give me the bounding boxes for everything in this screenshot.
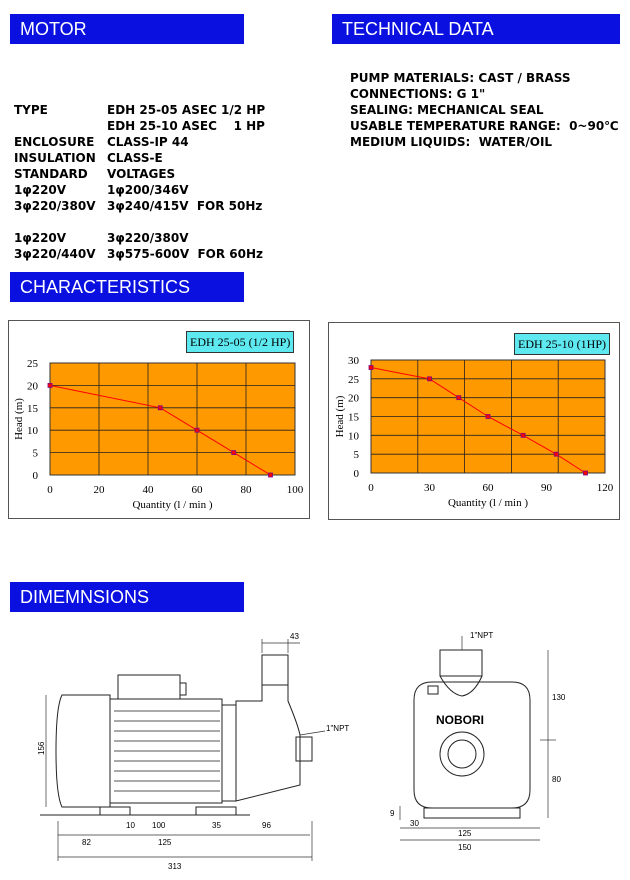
motor-spec-value: 3φ240/415V FOR 50Hz (107, 199, 263, 213)
technical-data-header: TECHNICAL DATA (332, 14, 620, 44)
data-point (584, 471, 588, 475)
foot-rear (100, 807, 130, 815)
motor-spec-row (14, 246, 265, 262)
motor-spec-label: STANDARD (14, 167, 88, 181)
motor-spec-value: 3φ575-600V FOR 60Hz (107, 247, 263, 261)
motor-spec-row (14, 102, 265, 118)
dim-125-side: 125 (158, 838, 172, 847)
motor-spec-value: CLASS-E (107, 151, 163, 165)
y-axis-label: Head (m) (13, 398, 25, 440)
x-axis-label: Quantity (l / min ) (132, 499, 213, 511)
pump-casing (236, 685, 300, 801)
motor-spec-label: ENCLOSURE (14, 135, 95, 149)
y-tick-label: 30 (348, 355, 359, 367)
y-tick-label: 5 (32, 447, 38, 460)
x-tick-label: 90 (541, 482, 552, 494)
dim-82: 82 (82, 838, 91, 847)
x-tick-label: 60 (191, 484, 203, 496)
data-point (195, 428, 199, 432)
front-base (424, 808, 520, 818)
y-tick-label: 15 (348, 411, 359, 424)
dim-125-front: 125 (458, 829, 472, 838)
dim-35: 35 (212, 821, 221, 830)
suction-port (296, 737, 312, 761)
motor-spec-row (14, 198, 265, 214)
motor-spec-label: INSULATION (14, 151, 96, 165)
x-tick-label: 60 (482, 482, 494, 494)
x-axis-label: Quantity (l / min ) (447, 497, 529, 509)
x-tick-label: 120 (596, 482, 614, 494)
dim-9: 9 (390, 809, 395, 818)
dim-100: 100 (152, 821, 166, 830)
data-point (369, 366, 373, 370)
x-tick-label: 0 (368, 482, 374, 494)
motor-spec-label: 1φ220V (14, 231, 67, 245)
front-view-drawing (380, 630, 580, 860)
y-tick-label: 20 (348, 392, 359, 405)
dim-150: 150 (458, 843, 472, 852)
motor-spec-row (14, 166, 265, 182)
data-point (269, 473, 273, 477)
dim-96: 96 (262, 821, 271, 830)
motor-spec-row (14, 230, 265, 246)
plot-area (50, 363, 295, 475)
y-tick-label: 0 (353, 468, 359, 480)
x-tick-label: 100 (286, 484, 304, 496)
dim-npt-front: 1"NPT (470, 631, 494, 640)
data-point (48, 383, 52, 387)
technical-spec-row: MEDIUM LIQUIDS: WATER/OIL (350, 135, 553, 149)
chart-title-edh-25-05: EDH 25-05 (1/2 HP) (186, 331, 294, 353)
motor-spec-value: VOLTAGES (107, 167, 176, 181)
data-point (158, 406, 162, 410)
discharge-port (262, 655, 288, 685)
brand-nobori: NOBORI (436, 713, 484, 727)
motor-spec-value: CLASS-IP 44 (107, 135, 189, 149)
foot-front (196, 807, 236, 815)
motor-spec-label: 1φ220V (14, 183, 67, 197)
dim-10: 10 (126, 821, 135, 830)
technical-spec-row: CONNECTIONS: G 1" (350, 87, 486, 101)
dim-30: 30 (410, 819, 419, 828)
motor-spec-row (14, 118, 265, 134)
technical-spec-row: SEALING: MECHANICAL SEAL (350, 103, 544, 117)
x-tick-label: 0 (47, 484, 53, 496)
motor-spec-label: 3φ220/380V (14, 199, 96, 213)
dim-156: 156 (37, 741, 46, 755)
technical-spec-row: USABLE TEMPERATURE RANGE: 0~90℃ (350, 119, 619, 133)
front-discharge-port (440, 650, 482, 676)
motor-spec-value: EDH 25-10 ASEC 1 HP (107, 119, 265, 133)
front-suction-port (440, 732, 484, 776)
y-tick-label: 15 (27, 402, 38, 415)
dim-npt-side: 1"NPT (326, 724, 350, 733)
motor-spec-value: 1φ200/346V (107, 183, 189, 197)
x-tick-label: 40 (142, 484, 154, 496)
data-point (457, 396, 461, 400)
dimensions-header: DIMEMNSIONS (10, 582, 244, 612)
data-point (521, 433, 525, 437)
motor-spec-value: EDH 25-05 ASEC 1/2 HP (107, 103, 266, 117)
motor-spec-value: 3φ220/380V (107, 231, 189, 245)
characteristics-header: CHARACTERISTICS (10, 272, 244, 302)
chart-panel-edh-25-10 (328, 322, 620, 520)
side-view-drawing (0, 625, 380, 875)
y-tick-label: 5 (353, 449, 359, 462)
dim-43: 43 (290, 632, 299, 641)
data-point (486, 415, 490, 419)
motor-flange (222, 705, 236, 801)
technical-spec-list (350, 70, 619, 150)
x-tick-label: 30 (424, 482, 435, 494)
data-point (554, 452, 558, 456)
y-tick-label: 25 (27, 358, 38, 370)
y-tick-label: 10 (27, 425, 38, 438)
y-tick-label: 25 (348, 373, 359, 386)
y-axis-label: Head (m) (334, 395, 346, 438)
y-tick-label: 20 (27, 380, 38, 393)
fan-cover (56, 695, 110, 807)
dim-80: 80 (552, 775, 561, 784)
motor-spec-row (14, 150, 265, 166)
motor-header: MOTOR (10, 14, 244, 44)
dim-130: 130 (552, 693, 566, 702)
terminal-box (118, 675, 180, 699)
motor-spec-label: 3φ220/440V (14, 247, 96, 261)
chart-title-edh-25-10: EDH 25-10 (1HP) (514, 333, 610, 355)
motor-spec-row (14, 182, 265, 198)
data-point (232, 451, 236, 455)
motor-spec-row (14, 134, 265, 150)
motor-spec-label: TYPE (14, 103, 48, 117)
motor-spec-table (14, 70, 266, 261)
x-tick-label: 80 (240, 484, 252, 496)
dim-313: 313 (168, 862, 182, 871)
motor-spec-row (14, 214, 265, 230)
technical-spec-row: PUMP MATERIALS: CAST / BRASS (350, 71, 571, 85)
front-motor-body (414, 682, 530, 808)
y-tick-label: 0 (32, 470, 38, 482)
y-tick-label: 10 (348, 430, 359, 443)
data-point (428, 377, 432, 381)
x-tick-label: 20 (93, 484, 105, 496)
chart-panel-edh-25-05 (8, 320, 310, 519)
